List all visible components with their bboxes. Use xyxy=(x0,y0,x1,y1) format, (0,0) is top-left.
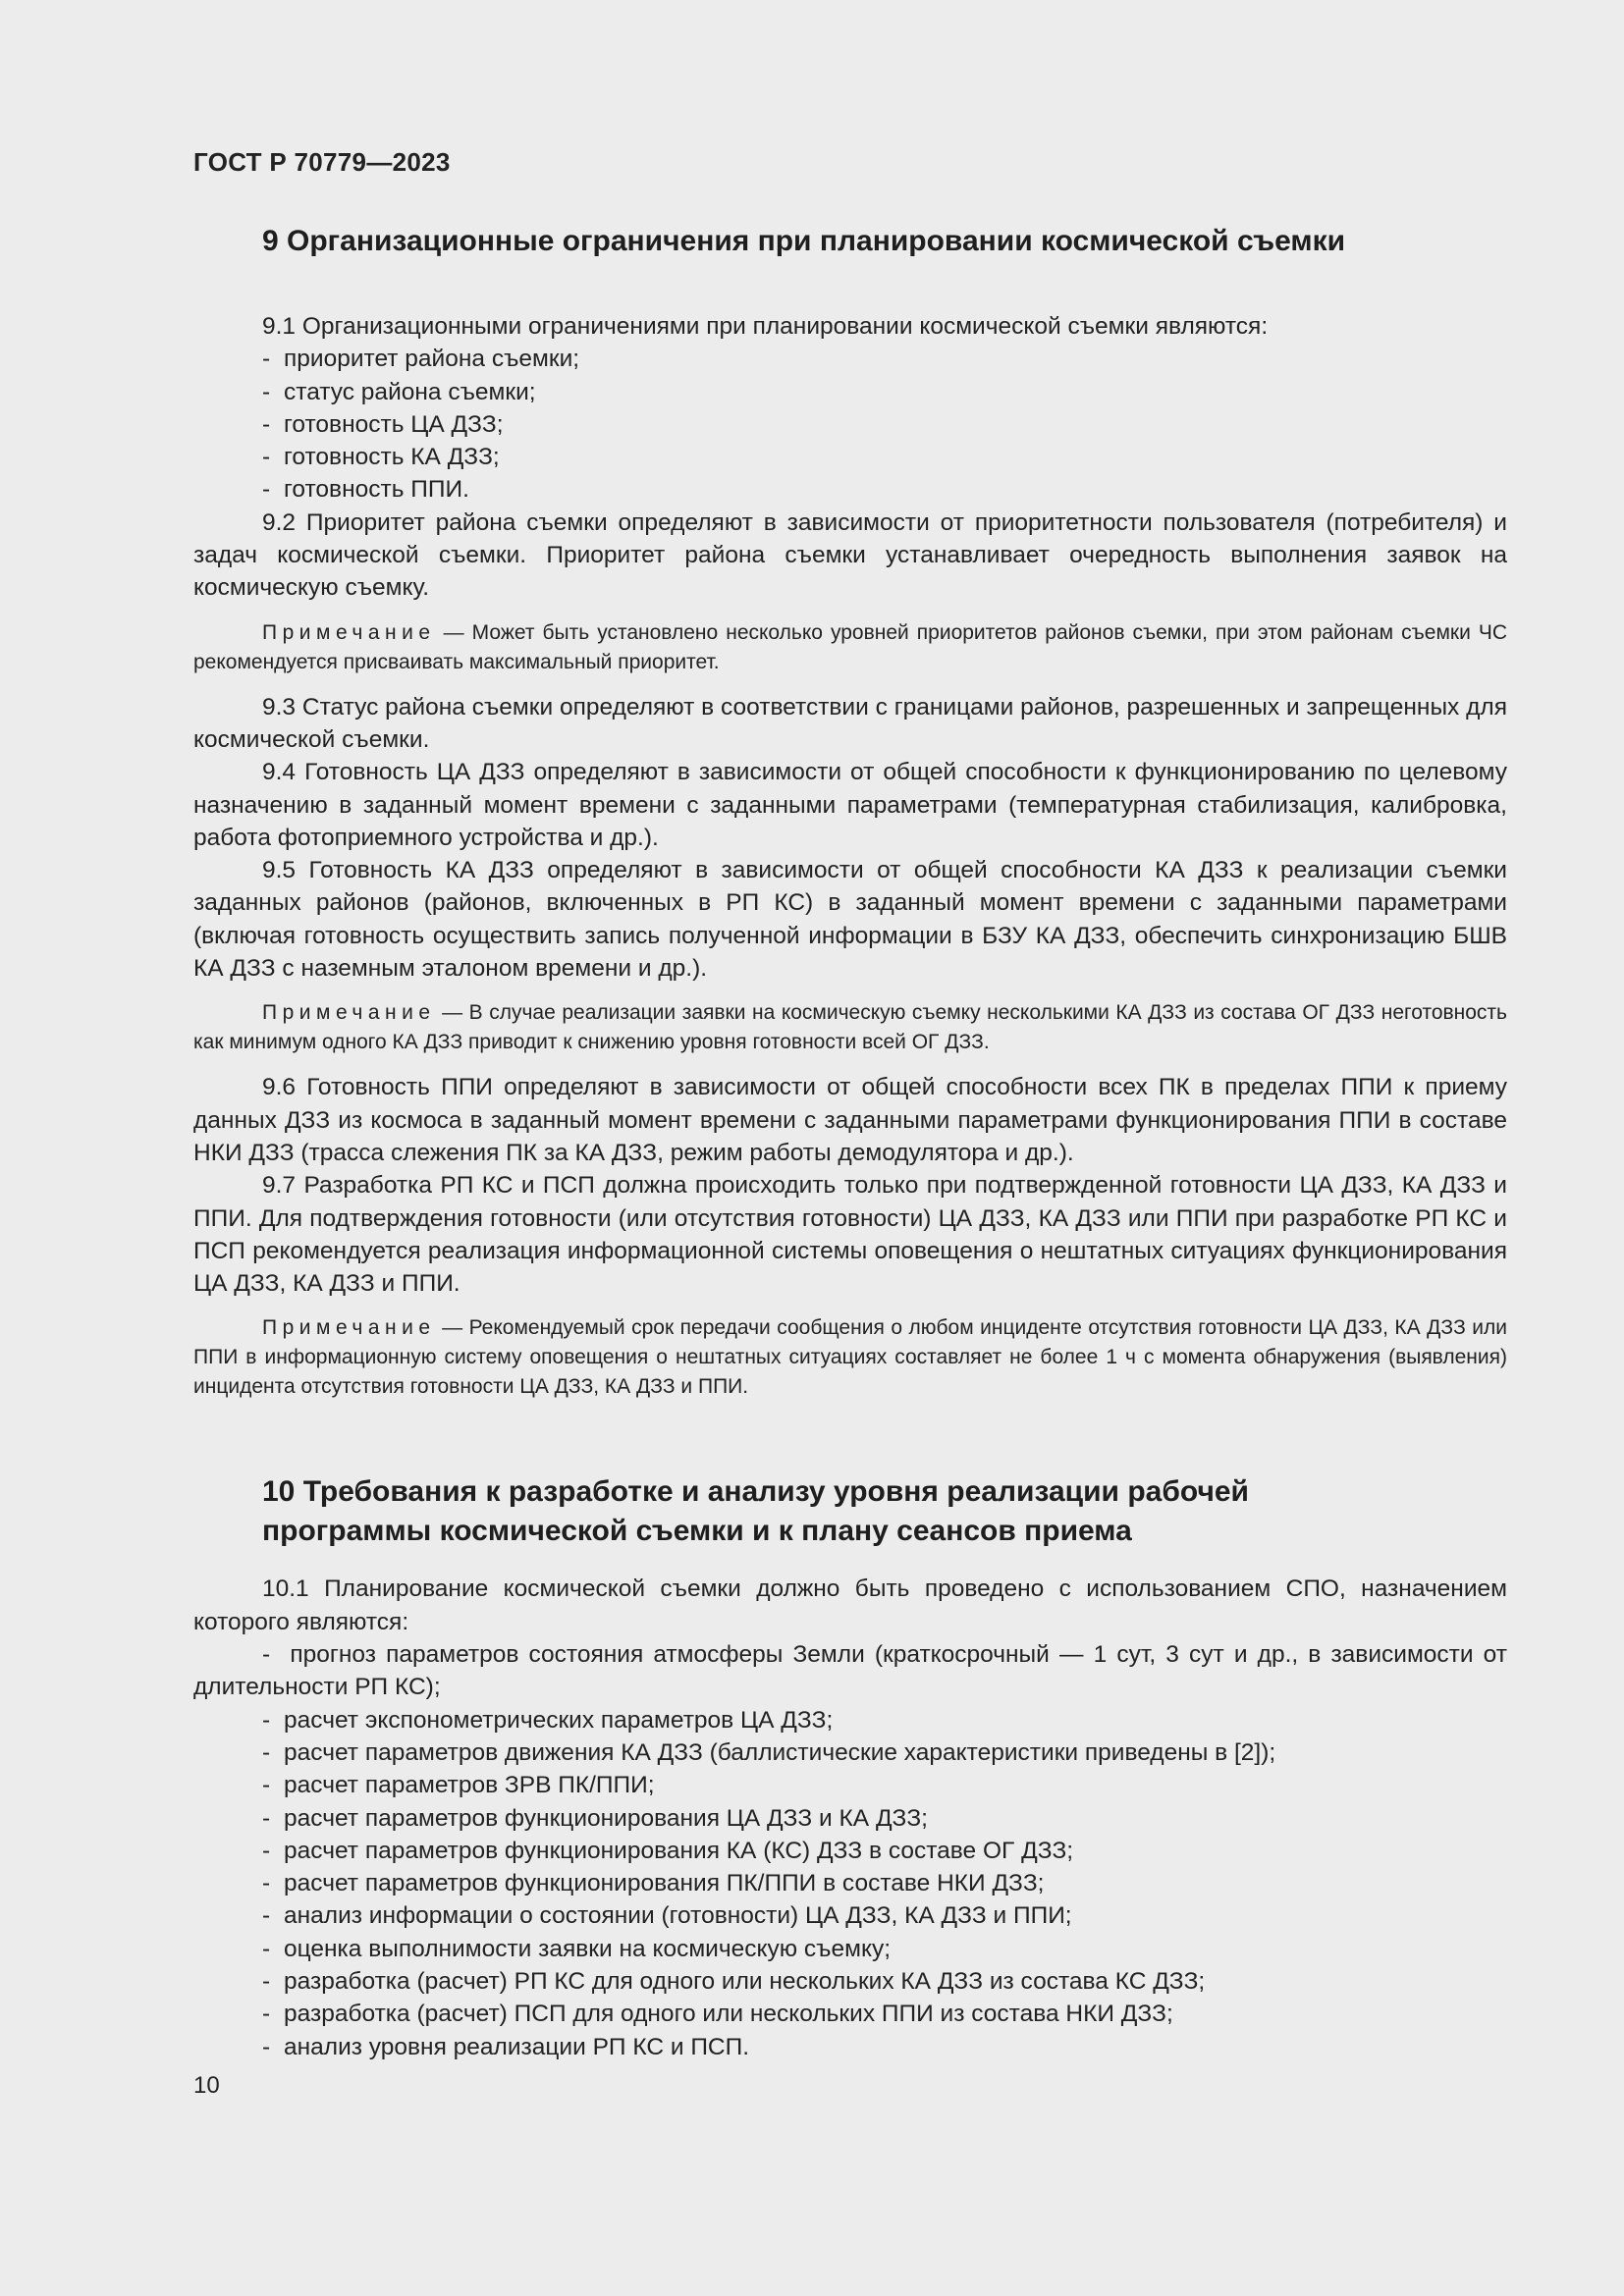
list-item-text: расчет параметров функционирования ЦА ДЗЗ и КА ДЗЗ; xyxy=(284,1804,928,1832)
list-item-text: расчет параметров функционирования КА (КС) ДЗЗ в составе ОГ ДЗЗ; xyxy=(284,1837,1074,1864)
standard-header: ГОСТ Р 70779—2023 xyxy=(193,147,451,177)
list-item-text: приоритет района съемки; xyxy=(284,346,580,373)
section-9-title xyxy=(193,222,1507,261)
section-9-title-text: 9 Организационные ограничения при планировании космической съемки xyxy=(262,225,1346,257)
list-item xyxy=(193,441,1507,473)
list-item xyxy=(193,408,1507,441)
list-item-text: готовность ППИ. xyxy=(284,476,469,504)
paragraph-10-1: 10.1 Планирование космической съемки должно быть проведено с использованием СПО, назначением которого являются: xyxy=(193,1575,1507,1635)
list-item-text: готовность ЦА ДЗЗ; xyxy=(284,410,504,438)
dash-marker: - xyxy=(262,1870,271,1897)
paragraph-9-5: 9.5 Готовность КА ДЗЗ определяют в зависимости от общей способности КА ДЗЗ к реализации съемки заданных районов (районов, включенных в РП КС) в заданный момент времени с заданными параметрами (включая готовность осуществить запись полученной информации в БЗУ КА ДЗЗ, обеспечить синхронизацию БШВ КА ДЗЗ с наземным эталоном времени и др.). xyxy=(193,857,1507,983)
list-item xyxy=(193,1638,1507,1704)
dash-marker: - xyxy=(262,1804,271,1832)
dash-marker: - xyxy=(262,1738,271,1766)
list-item xyxy=(193,1802,1507,1835)
note-label: Примечание xyxy=(262,1001,436,1025)
list-item xyxy=(193,1998,1507,2030)
paragraph-9-6: 9.6 Готовность ППИ определяют в зависимости от общей способности всех ПК в пределах ППИ к приему данных ДЗЗ из космоса в заданный момент времени с заданными параметрами функционирования ППИ в составе НКИ ДЗЗ (трасса слежения ПК за КА ДЗЗ, режим работы демодулятора и др.). xyxy=(193,1074,1507,1166)
list-item-text: анализ информации о состоянии (готовности) ЦА ДЗЗ, КА ДЗЗ и ППИ; xyxy=(284,1902,1072,1930)
note-text: — Рекомендуемый срок передачи сообщения о любом инциденте отсутствия готовности ЦА ДЗЗ, КА ДЗЗ или ППИ в информационную систему оповещения о нештатных ситуациях составляет не более 1 ч с момента обнаружения (выявления) инцидента отсутствия готовности ЦА ДЗЗ, КА ДЗЗ и ППИ. xyxy=(193,1316,1507,1399)
note-1 xyxy=(193,618,1507,677)
list-item-text: разработка (расчет) ПСП для одного или нескольких ППИ из состава НКИ ДЗЗ; xyxy=(284,2001,1173,2028)
list-item-text: расчет параметров функционирования ПК/ППИ в составе НКИ ДЗЗ; xyxy=(284,1870,1045,1897)
page-number: 10 xyxy=(193,2072,220,2099)
list-item xyxy=(193,2031,1507,2063)
page-content xyxy=(193,222,1507,2063)
list-item-text: разработка (расчет) РП КС для одного или нескольких КА ДЗЗ из состава КС ДЗЗ; xyxy=(284,1967,1206,1995)
dash-marker: - xyxy=(262,1772,271,1799)
list-item-text: расчет экспонометрических параметров ЦА ДЗЗ; xyxy=(284,1706,834,1734)
paragraph-9-1: 9.1 Организационными ограничениями при планировании космической съемки являются: xyxy=(262,313,1269,340)
list-item xyxy=(193,1736,1507,1769)
dash-marker: - xyxy=(262,1967,271,1995)
list-item-text: расчет параметров ЗРВ ПК/ППИ; xyxy=(284,1772,655,1799)
dash-marker: - xyxy=(262,410,271,438)
list-item xyxy=(193,1769,1507,1801)
dash-marker: - xyxy=(262,2001,271,2028)
dash-marker: - xyxy=(262,1641,291,1669)
list-item xyxy=(193,343,1507,375)
dash-marker: - xyxy=(262,476,271,504)
dash-marker: - xyxy=(262,378,271,405)
list-item xyxy=(193,1899,1507,1932)
paragraph-9-3: 9.3 Статус района съемки определяют в соответствии с границами районов, разрешенных и запрещенных для космической съемки. xyxy=(193,693,1507,753)
note-label: Примечание xyxy=(262,620,436,644)
list-item xyxy=(193,1704,1507,1736)
dash-marker: - xyxy=(262,1706,271,1734)
list-item xyxy=(193,376,1507,408)
section-10-title xyxy=(193,1472,1507,1551)
list-item xyxy=(193,1933,1507,1965)
list-item-text: расчет параметров движения КА ДЗЗ (баллистические характеристики приведены в [2]); xyxy=(284,1738,1276,1766)
note-3 xyxy=(193,1313,1507,1402)
list-item-text: анализ уровня реализации РП КС и ПСП. xyxy=(284,2033,750,2060)
dash-marker: - xyxy=(262,1902,271,1930)
list-item-text: статус района съемки; xyxy=(284,378,536,405)
dash-marker: - xyxy=(262,346,271,373)
note-2 xyxy=(193,998,1507,1057)
paragraph-9-2: 9.2 Приоритет района съемки определяют в зависимости от приоритетности пользователя (потребителя) и задач космической съемки. Приоритет района съемки устанавливает очередность выполнения заявок на космическую съемку. xyxy=(193,508,1507,602)
section-10-title-line: программы космической съемки и к плану сеансов приема xyxy=(262,1515,1132,1548)
list-item xyxy=(193,473,1507,506)
dash-marker: - xyxy=(262,444,271,471)
dash-marker: - xyxy=(262,2033,271,2060)
note-text: — В случае реализации заявки на космическую съемку несколькими КА ДЗЗ из состава ОГ ДЗЗ неготовность как минимум одного КА ДЗЗ приводит к снижению уровня готовности всей ОГ ДЗЗ. xyxy=(193,1001,1507,1054)
dash-marker: - xyxy=(262,1935,271,1962)
list-item-text: прогноз параметров состояния атмосферы Земли (краткосрочный — 1 сут, 3 сут и др., в зависимости от длительности РП КС); xyxy=(193,1641,1507,1701)
note-text: — Может быть установлено несколько уровней приоритетов районов съемки, при этом районам съемки ЧС рекомендуется присваивать максимальный приоритет. xyxy=(193,620,1507,673)
dash-marker: - xyxy=(262,1837,271,1864)
paragraph-9-4: 9.4 Готовность ЦА ДЗЗ определяют в зависимости от общей способности к функционированию по целевому назначению в заданный момент времени с заданными параметрами (температурная стабилизация, калибровка, работа фотоприемного устройства и др.). xyxy=(193,759,1507,851)
paragraph-9-7: 9.7 Разработка РП КС и ПСП должна происходить только при подтвержденной готовности ЦА ДЗЗ, КА ДЗЗ и ППИ. Для подтверждения готовности (или отсутствия готовности) ЦА ДЗЗ, КА ДЗЗ или ППИ при разработке РП КС и ПСП рекомендуется реализация информационной системы оповещения о нештатных ситуациях функционирования ЦА ДЗЗ, КА ДЗЗ и ППИ. xyxy=(193,1172,1507,1298)
section-10-title-line: 10 Требования к разработке и анализу уровня реализации рабочей xyxy=(262,1475,1249,1509)
list-item-text: оценка выполнимости заявки на космическую съемку; xyxy=(284,1935,892,1962)
list-item xyxy=(193,1965,1507,1998)
list-item-text: готовность КА ДЗЗ; xyxy=(284,444,500,471)
list-item xyxy=(193,1835,1507,1867)
list-item xyxy=(193,1867,1507,1899)
note-label: Примечание xyxy=(262,1316,436,1340)
